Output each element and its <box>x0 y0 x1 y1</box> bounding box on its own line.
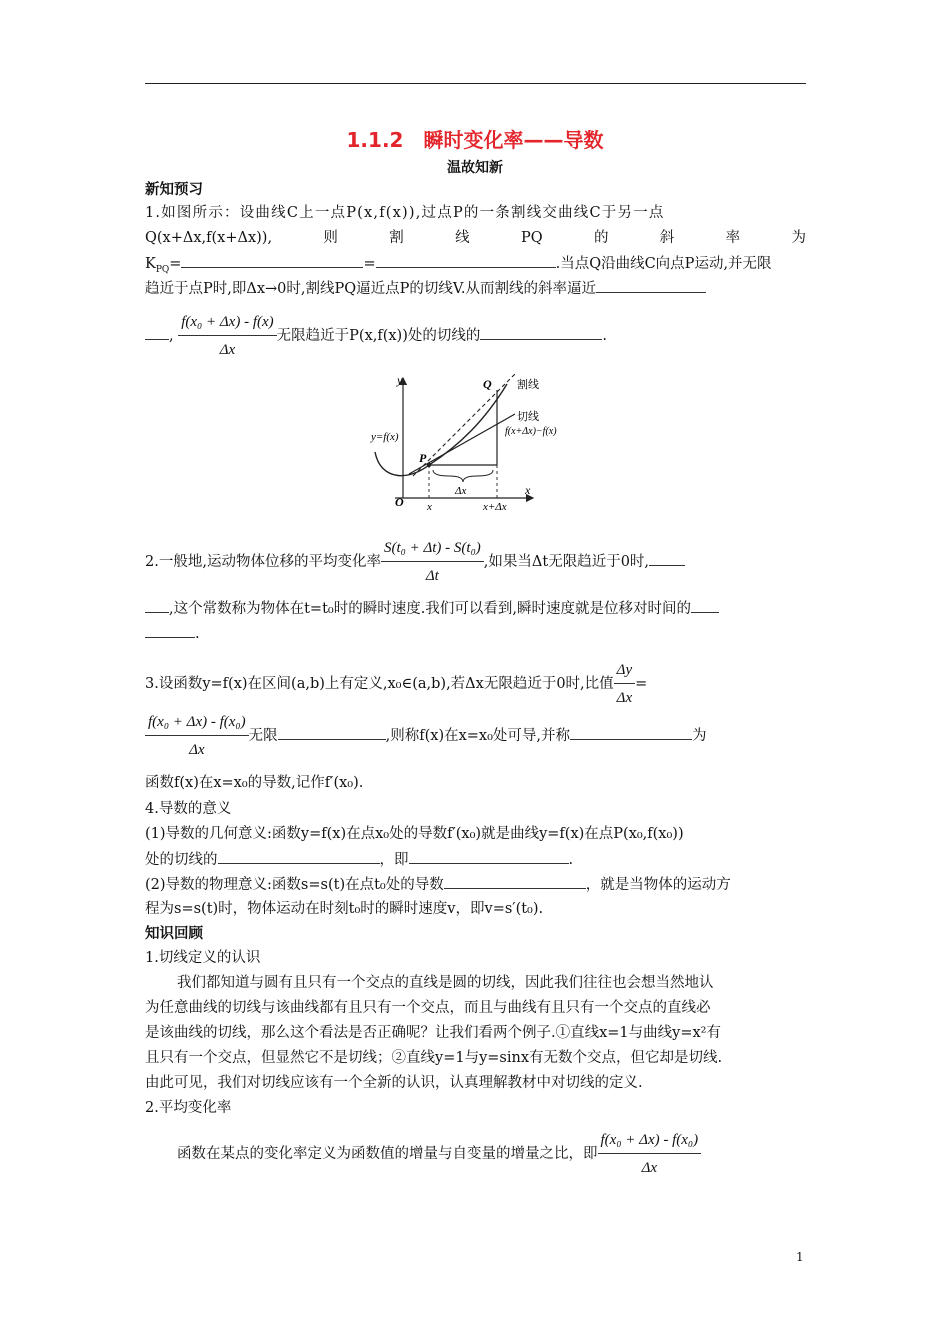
label-dx: Δx <box>455 485 467 497</box>
blank-limit-1-cont[interactable] <box>145 598 169 613</box>
derivative-quotient-fraction: $\frac{\text{f(x₀ + Δx) - f(x₀)}}{\Delta x}$ <box>145 712 249 760</box>
blank-slope-formula[interactable] <box>409 849 569 864</box>
difference-quotient-fraction: $\frac{\text{f(x₀ + Δx) - f(x)}}{\Delta x}$ <box>178 312 276 360</box>
blank-derivative-1[interactable] <box>691 598 719 613</box>
rate-of-change-fraction: $\frac{\text{f(x₀ + Δx) - f(x₀)}}{\Delta x}$ <box>598 1130 702 1178</box>
page-number: 1 <box>796 1250 804 1264</box>
blank-limit-2[interactable] <box>278 725 386 740</box>
blank-approach-cont[interactable] <box>145 325 169 340</box>
p4-title: 4.导数的意义 <box>145 801 232 817</box>
p4-line2: 处的切线的 ，即 . <box>145 849 806 870</box>
secant-tangent-figure <box>365 370 585 510</box>
p4-line1: (1)导数的几何意义:函数y=f(x)在点x₀处的导数f′(x₀)就是曲线y=f(x)在点P(x₀,f(x₀)) <box>145 826 684 842</box>
k1-title: 1.切线定义的认识 <box>145 950 261 966</box>
label-x-dx: x+Δx <box>483 501 507 510</box>
section-heading-review: 知识回顾 <box>145 926 203 942</box>
header-rule <box>145 83 806 84</box>
k1-line5: 由此可见，我们对切线应该有一个全新的认识，认真理解教材中对切线的定义. <box>145 1075 643 1091</box>
k2-title: 2.平均变化率 <box>145 1100 232 1116</box>
label-curve: y=f(x) <box>371 431 399 443</box>
p3-line2: $\frac{\text{f(x₀ + Δx) - f(x₀)}}{\Delta x}$ 无限 ,则称f(x)在x=x₀处可导,并称 为 <box>145 712 806 760</box>
p2-line2: ,这个常数称为物体在t=t₀时的瞬时速度.我们可以看到,瞬时速度就是位移对时间的 <box>145 598 806 619</box>
secant-line <box>413 374 515 476</box>
k1-line4: 且只有一个交点，但显然它不是切线；②直线y=1与y=sinx有无数个交点，但它却是切线. <box>145 1050 723 1066</box>
label-q: Q <box>483 377 492 391</box>
section-heading-preview: 新知预习 <box>145 182 203 198</box>
p1-line3: $K_{PQ}=$ = .当点Q沿曲线C向点P运动,并无限 <box>145 253 806 280</box>
blank-tangent-slope[interactable] <box>480 325 602 340</box>
blank-limit-1[interactable] <box>649 551 685 566</box>
brace <box>433 470 493 482</box>
label-x: x <box>427 501 432 510</box>
p4-line4: 程为s=s(t)时，物体运动在时刻t₀时的瞬时速度v，即v=s′(t₀). <box>145 901 544 917</box>
blank-physical-derivative[interactable] <box>444 874 586 889</box>
label-tangent: 切线 <box>517 411 539 423</box>
blank-slope-meaning[interactable] <box>218 849 380 864</box>
blank-slope-2[interactable] <box>376 253 556 268</box>
blank-approach[interactable] <box>596 278 706 293</box>
p1-line4: 趋近于点P时,即Δx→0时,割线PQ逼近点P的切线V.从而割线的斜率逼近 <box>145 278 806 299</box>
p1-line1: 1.如图所示：设曲线C上一点P(x,f(x)),过点P的一条割线交曲线C于另一点 <box>145 205 665 221</box>
avg-velocity-fraction: $\frac{\text{S(t₀ + Δt) - S(t₀)}}{\Delta t}$ <box>381 538 484 586</box>
p4-line3: (2)导数的物理意义:函数s=s(t)在点t₀处的导数 ，就是当物体的运动方 <box>145 874 806 895</box>
label-y: y <box>397 373 403 387</box>
p2-line1: 2.一般地,运动物体位移的平均变化率 $\frac{\text{S(t₀ + Δt) - S(t₀)}}{\Delta t}$ ,如果当Δt无限趋近于0时, <box>145 538 806 586</box>
p1-line5: , $\frac{\text{f(x₀ + Δx) - f(x)}}{\Delta x}$ 无限趋近于P(x,f(x))处的切线的 . <box>145 312 806 360</box>
point-p <box>427 463 431 467</box>
p3-line3: 函数f(x)在x=x₀的导数,记作f′(x₀). <box>145 775 364 791</box>
blank-derivative-name[interactable] <box>570 725 692 740</box>
blank-derivative-1-cont[interactable] <box>145 623 195 638</box>
label-diff: f(x+Δx)−f(x) <box>505 426 557 437</box>
k2-line1: 函数在某点的变化率定义为函数值的增量与自变量的增量之比，即 $\frac{\text{f(x₀ + Δx) - f(x₀)}}{\Delta x}$ <box>145 1130 806 1178</box>
k1-line3: 是该曲线的切线，那么这个看法是否正确呢？让我们看两个例子.①直线x=1与曲线y=x²有 <box>145 1025 721 1041</box>
k1-line2: 为任意曲线的切线与该曲线都有且只有一个交点，而且与曲线有且只有一个交点的直线必 <box>145 1000 711 1016</box>
label-x-axis: x <box>525 483 531 497</box>
label-p: P <box>419 451 427 465</box>
k1-line1: 我们都知道与圆有且只有一个交点的直线是圆的切线，因此我们往往也会想当然地认 <box>177 975 714 991</box>
dy-dx-fraction: $\frac{\Delta y}{\Delta x}$ <box>614 660 635 708</box>
p2-line3: . <box>145 623 806 644</box>
label-origin: O <box>395 495 404 509</box>
p3-line1: 3.设函数y=f(x)在区间(a,b)上有定义,x₀∈(a,b),若Δx无限趋近于0时,比值 $\frac{\Delta y}{\Delta x}$ = <box>145 662 648 706</box>
subtitle: 温故知新 <box>447 160 503 176</box>
page-title: 1.1.2 瞬时变化率——导数 <box>346 128 604 152</box>
p1-line2: Q(x+Δx,f(x+Δx)), 则 割 线 PQ 的 斜 率 为 <box>145 230 806 246</box>
label-secant: 割线 <box>517 379 539 391</box>
blank-slope-1[interactable] <box>181 253 363 268</box>
